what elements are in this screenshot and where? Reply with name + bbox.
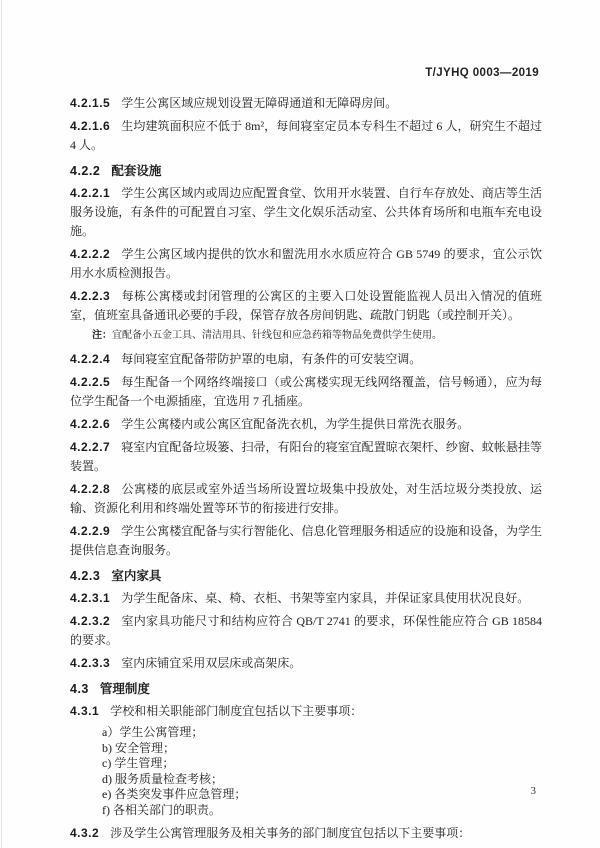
heading-number: 4.2.3	[70, 569, 101, 583]
clause-text: 室内家具功能尺寸和结构应符合 QB/T 2741 的要求，环保性能应符合 GB 18584 的要求。	[70, 614, 542, 647]
clause-number: 4.2.2.9	[70, 524, 111, 538]
clause-number: 4.2.2.8	[70, 482, 111, 496]
clause-paragraph	[70, 824, 542, 843]
clause-paragraph	[70, 373, 542, 411]
clause-number: 4.2.3.3	[70, 656, 111, 670]
scan-edge	[1, 0, 2, 848]
clause-text: 学校和相关职能部门制度宜包括以下主要事项：	[110, 704, 363, 718]
clause-paragraph	[70, 94, 542, 113]
clause-text: 室内床铺宜采用双层床或高架床。	[121, 656, 302, 670]
note-paragraph	[92, 329, 542, 343]
clause-text: 每栋公寓楼或封闭管理的公寓区的主要入口处设置能监视人员出入情况的值班室，值班室具备通讯必要的手段，保管存放各房间钥匙、疏散门钥匙（或控制开关）。	[70, 289, 542, 322]
enumerated-list	[102, 725, 542, 818]
clause-number: 4.2.2.7	[70, 440, 111, 454]
clause-number: 4.2.3.1	[70, 591, 111, 605]
heading-number: 4.3	[70, 682, 89, 696]
heading-title: 管理制度	[99, 682, 150, 696]
clause-number: 4.2.2.6	[70, 417, 111, 431]
page-number: 3	[530, 785, 536, 797]
clause-text: 学生公寓楼宜配备与实行智能化、信息化管理服务相适应的设施和设备，为学生提供信息查询服务。	[70, 524, 542, 557]
list-item: d) 服务质量检查考核；	[102, 771, 223, 786]
standard-number-header: T/JYHQ 0003—2019	[425, 67, 539, 79]
heading-number: 4.2.2	[70, 164, 101, 178]
clause-paragraph	[70, 589, 542, 608]
section-heading	[70, 681, 542, 697]
clause-text: 生均建筑面积应不低于 8m²，每间寝室定员本专科生不超过 6 人，研究生不超过 4 人。	[70, 119, 542, 152]
clause-paragraph	[70, 438, 542, 476]
clause-number: 4.3.2	[70, 826, 100, 840]
clause-text: 每生配备一个网络终端接口（或公寓楼实现无线网络覆盖，信号畅通），应为每位学生配备一个电源插座，宜选用 7 孔插座。	[70, 375, 542, 408]
clause-number: 4.2.2.1	[70, 186, 111, 200]
clause-paragraph	[70, 245, 542, 283]
clause-number: 4.2.2.3	[70, 289, 111, 303]
list-item: f) 各相关部门的职责。	[102, 802, 221, 817]
heading-title: 室内家具	[111, 569, 162, 583]
clause-paragraph	[70, 287, 542, 325]
note-label: 注：	[92, 330, 112, 341]
clause-number: 4.2.3.2	[70, 614, 111, 628]
clause-paragraph	[70, 612, 542, 650]
clause-text: 每间寝室宜配备带防护罩的电扇，有条件的可安装空调。	[121, 352, 422, 366]
clause-number: 4.2.2.2	[70, 247, 111, 261]
clause-text: 寝室内宜配备垃圾篓、扫帚，有阳台的寝室宜配置晾衣架杆、纱窗、蚊帐悬挂等装置。	[70, 440, 542, 473]
clause-number: 4.2.1.5	[70, 96, 111, 110]
list-item: c) 学生管理；	[102, 756, 175, 770]
clause-number: 4.3.1	[70, 704, 100, 718]
clause-paragraph	[70, 522, 542, 560]
clause-number: 4.2.2.4	[70, 352, 111, 366]
clause-paragraph	[70, 117, 542, 155]
clause-text: 涉及学生公寓管理服务及相关事务的部门制度宜包括以下主要事项：	[110, 826, 471, 840]
clause-paragraph	[70, 415, 542, 434]
clause-paragraph	[70, 350, 542, 369]
clause-paragraph	[70, 654, 542, 673]
section-heading	[70, 163, 542, 179]
clause-paragraph	[70, 702, 542, 721]
clause-text: 学生公寓区域内提供的饮水和盥洗用水水质应符合 GB 5749 的要求，宜公示饮用水水质检测报告。	[70, 247, 542, 280]
section-heading	[70, 568, 542, 584]
list-item: b) 安全管理；	[102, 740, 175, 755]
heading-title: 配套设施	[111, 164, 162, 178]
list-item: e) 各类突发事件应急管理；	[102, 787, 247, 801]
clause-text: 学生公寓楼内或公寓区宜配备洗衣机，为学生提供日常洗衣服务。	[121, 417, 470, 431]
list-item: a）学生公寓管理；	[102, 725, 204, 739]
clause-text: 为学生配备床、桌、椅、衣柜、书架等室内家具，并保证家具使用状况良好。	[121, 591, 530, 605]
clause-paragraph	[70, 184, 542, 241]
note-text: 宜配备小五金工具、清洁用具、针线包和应急药箱等物品免费供学生使用。	[112, 330, 442, 341]
clause-text: 学生公寓区域应规划设置无障碍通道和无障碍房间。	[121, 96, 398, 110]
clause-number: 4.2.2.5	[70, 375, 111, 389]
doc-body	[70, 94, 542, 847]
clause-number: 4.2.1.6	[70, 119, 111, 133]
clause-text: 学生公寓区域内或周边应配置食堂、饮用开水装置、自行车存放处、商店等生活服务设施，有条件的可配置自习室、学生文化娱乐活动室、公共体育场所和电瓶车充电设施。	[70, 186, 542, 238]
clause-text: 公寓楼的底层或室外适当场所设置垃圾集中投放处，对生活垃圾分类投放、运输、资源化利用和终端处置等环节的衔接进行安排。	[70, 482, 542, 515]
clause-paragraph	[70, 480, 542, 518]
